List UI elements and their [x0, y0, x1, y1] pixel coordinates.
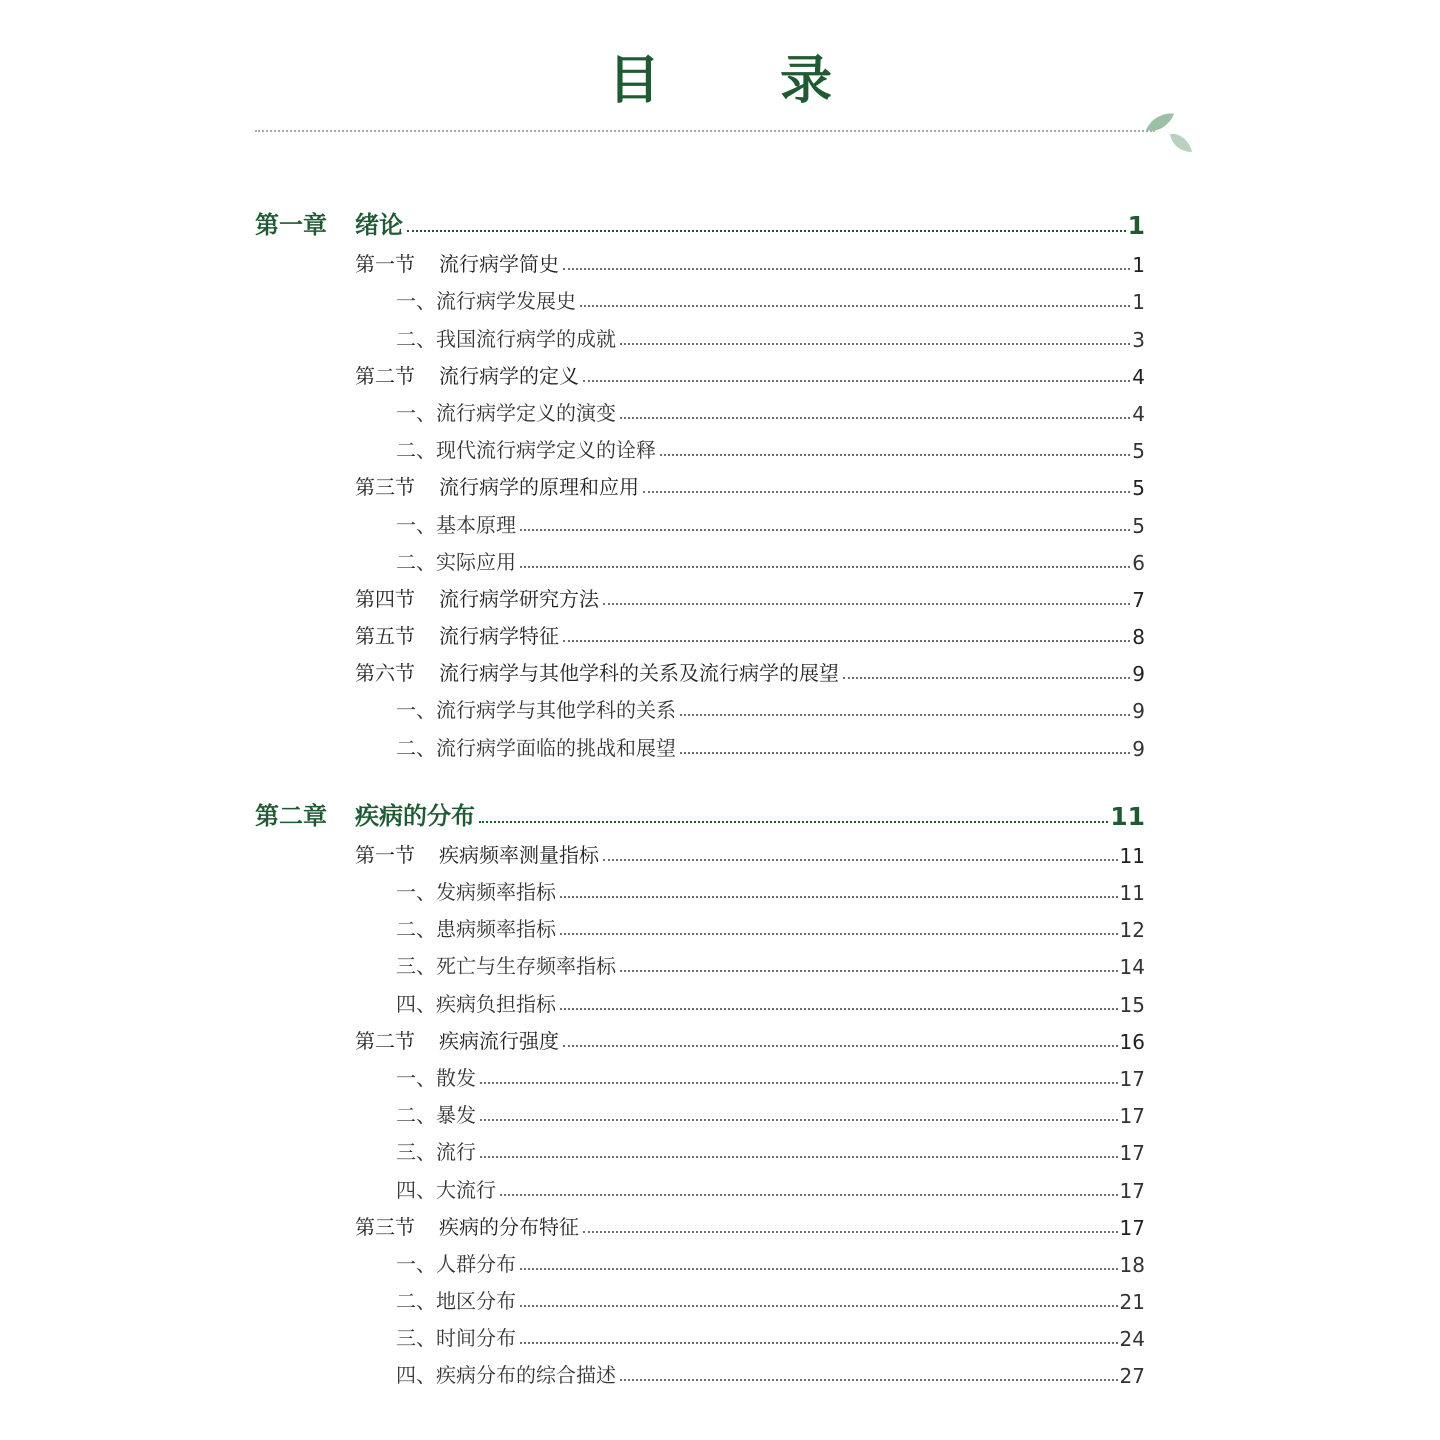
item-title: 一、流行病学与其他学科的关系: [396, 698, 676, 723]
toc-item-entry[interactable]: [255, 1351, 1145, 1388]
item-title: 四、疾病分布的综合描述: [396, 1363, 616, 1388]
dot-leader: [520, 1342, 1118, 1344]
section-title: 流行病学简史: [439, 252, 559, 277]
dot-leader: [620, 1379, 1118, 1381]
section-title: 疾病频率测量指标: [439, 842, 599, 867]
section-number: 第一节: [355, 252, 415, 277]
toc-item-entry[interactable]: [255, 905, 1145, 942]
page-number: 17: [1119, 1104, 1145, 1129]
item-title: 三、死亡与生存频率指标: [396, 954, 616, 979]
dot-leader: [843, 677, 1130, 679]
section-number: 第二节: [355, 1028, 415, 1053]
page-number: 17: [1119, 1066, 1145, 1091]
dot-leader: [563, 640, 1130, 642]
item-title: 三、时间分布: [396, 1326, 516, 1351]
dot-leader: [560, 1008, 1118, 1010]
dot-leader: [580, 305, 1130, 307]
dot-leader: [563, 268, 1130, 270]
dot-leader: [479, 821, 1108, 823]
item-title: 二、患病频率指标: [396, 917, 556, 942]
header-divider: [255, 130, 1155, 132]
page-number: 11: [1119, 843, 1145, 868]
item-title: 四、疾病负担指标: [396, 991, 556, 1016]
chapter-title: 绪论: [355, 211, 403, 239]
section-title: 疾病流行强度: [439, 1028, 559, 1053]
section-title: 流行病学的原理和应用: [439, 475, 639, 500]
page-number: 7: [1132, 587, 1145, 612]
toc-item-entry[interactable]: [255, 868, 1145, 905]
section-title: 流行病学的定义: [439, 363, 579, 388]
section-number: 第二节: [355, 363, 415, 388]
leaf-icon: [1140, 108, 1196, 158]
page-number: 4: [1132, 401, 1145, 426]
dot-leader: [643, 491, 1130, 493]
page-number: 17: [1119, 1178, 1145, 1203]
item-title: 二、地区分布: [396, 1289, 516, 1314]
dot-leader: [520, 529, 1130, 531]
item-title: 二、流行病学面临的挑战和展望: [396, 735, 676, 760]
toc-chapter-group: [255, 200, 1145, 761]
dot-leader: [603, 603, 1130, 605]
page-number: 8: [1132, 625, 1145, 650]
page-number: 1: [1132, 290, 1145, 315]
toc-item-entry[interactable]: [255, 500, 1145, 537]
page-number: 6: [1132, 550, 1145, 575]
toc-item-entry[interactable]: [255, 723, 1145, 760]
toc-item-entry[interactable]: [255, 942, 1145, 979]
item-title: 三、流行: [396, 1140, 476, 1165]
page-number: 12: [1119, 918, 1145, 943]
toc-item-entry[interactable]: [255, 314, 1145, 351]
chapter-title: 疾病的分布: [355, 801, 475, 830]
toc-section-entry[interactable]: [255, 463, 1145, 500]
toc-item-entry[interactable]: [255, 1314, 1145, 1351]
dot-leader: [620, 417, 1130, 419]
dot-leader: [680, 752, 1130, 754]
toc-chapter-group: [255, 791, 1145, 1389]
page-number: 15: [1119, 992, 1145, 1017]
page-number: 9: [1132, 662, 1145, 687]
page-title: 目 录: [607, 51, 866, 111]
toc-section-entry[interactable]: [255, 649, 1145, 686]
dot-leader: [603, 859, 1118, 861]
dot-leader: [480, 1119, 1118, 1121]
chapter-number: 第二章: [255, 801, 327, 830]
dot-leader: [620, 343, 1130, 345]
page-number: 17: [1119, 1215, 1145, 1240]
section-title: 疾病的分布特征: [439, 1214, 579, 1239]
item-title: 二、实际应用: [396, 549, 516, 574]
toc-section-entry[interactable]: [255, 831, 1145, 868]
dot-leader: [660, 454, 1130, 456]
item-title: 二、我国流行病学的成就: [396, 326, 616, 351]
dot-leader: [563, 1045, 1118, 1047]
page-number: 1: [1132, 253, 1145, 278]
toc-item-entry[interactable]: [255, 1277, 1145, 1314]
page-number: 21: [1119, 1290, 1145, 1315]
section-number: 第六节: [355, 661, 415, 686]
dot-leader: [480, 1082, 1118, 1084]
toc-section-entry[interactable]: [255, 240, 1145, 277]
table-of-contents: [255, 200, 1145, 1388]
item-title: 一、散发: [396, 1065, 476, 1090]
page-number: 9: [1132, 699, 1145, 724]
item-title: 一、流行病学定义的演变: [396, 400, 616, 425]
toc-section-entry[interactable]: [255, 1017, 1145, 1054]
toc-item-entry[interactable]: [255, 389, 1145, 426]
toc-item-entry[interactable]: [255, 979, 1145, 1016]
page-number: 4: [1132, 364, 1145, 389]
dot-leader: [480, 1156, 1118, 1158]
toc-item-entry[interactable]: [255, 277, 1145, 314]
page-number: 5: [1132, 476, 1145, 501]
item-title: 二、现代流行病学定义的诠释: [396, 438, 656, 463]
toc-section-entry[interactable]: [255, 352, 1145, 389]
dot-leader: [583, 380, 1130, 382]
dot-leader: [583, 1231, 1118, 1233]
toc-item-entry[interactable]: [255, 538, 1145, 575]
chapter-number: 第一章: [255, 211, 327, 239]
section-title: 流行病学研究方法: [439, 586, 599, 611]
section-number: 第一节: [355, 842, 415, 867]
section-number: 第三节: [355, 1214, 415, 1239]
page-number: 11: [1119, 881, 1145, 905]
dot-leader: [560, 933, 1118, 935]
toc-item-entry[interactable]: [255, 1165, 1145, 1202]
section-title: 流行病学特征: [439, 624, 559, 649]
toc-item-entry[interactable]: [255, 426, 1145, 463]
page-number: 3: [1132, 327, 1145, 352]
section-number: 第四节: [355, 586, 415, 611]
dot-leader: [520, 566, 1130, 568]
dot-leader: [560, 896, 1118, 898]
dot-leader: [520, 1305, 1118, 1307]
dot-leader: [680, 714, 1130, 716]
section-number: 第五节: [355, 624, 415, 649]
page-number: 18: [1119, 1252, 1145, 1277]
item-title: 一、人群分布: [396, 1251, 516, 1276]
page-number: 24: [1119, 1327, 1145, 1352]
section-title: 流行病学与其他学科的关系及流行病学的展望: [439, 661, 839, 686]
toc-chapter-entry[interactable]: [255, 200, 1145, 240]
page-number: 27: [1119, 1364, 1145, 1389]
dot-leader: [620, 970, 1118, 972]
item-title: 二、暴发: [396, 1103, 476, 1128]
item-title: 一、基本原理: [396, 512, 516, 537]
page-number: 11: [1110, 801, 1145, 831]
page-number: 16: [1119, 1029, 1145, 1054]
dot-leader: [407, 230, 1126, 232]
toc-item-entry[interactable]: [255, 686, 1145, 723]
item-title: 一、流行病学发展史: [396, 289, 576, 314]
toc-section-entry[interactable]: [255, 1203, 1145, 1240]
page-number: 5: [1132, 513, 1145, 538]
page-number: 5: [1132, 439, 1145, 464]
item-title: 四、大流行: [396, 1177, 496, 1202]
item-title: 一、发病频率指标: [396, 880, 556, 904]
page-number: 17: [1119, 1141, 1145, 1166]
toc-section-entry[interactable]: [255, 575, 1145, 612]
toc-item-entry[interactable]: [255, 1091, 1145, 1128]
section-number: 第三节: [355, 475, 415, 500]
toc-section-entry[interactable]: [255, 612, 1145, 649]
page-number: 1: [1127, 211, 1145, 240]
page-number: 9: [1132, 736, 1145, 761]
dot-leader: [500, 1194, 1118, 1196]
toc-chapter-entry[interactable]: [255, 791, 1145, 831]
toc-item-entry[interactable]: [255, 1128, 1145, 1165]
toc-item-entry[interactable]: [255, 1054, 1145, 1091]
toc-item-entry[interactable]: [255, 1240, 1145, 1277]
dot-leader: [520, 1268, 1118, 1270]
page-number: 14: [1119, 955, 1145, 980]
